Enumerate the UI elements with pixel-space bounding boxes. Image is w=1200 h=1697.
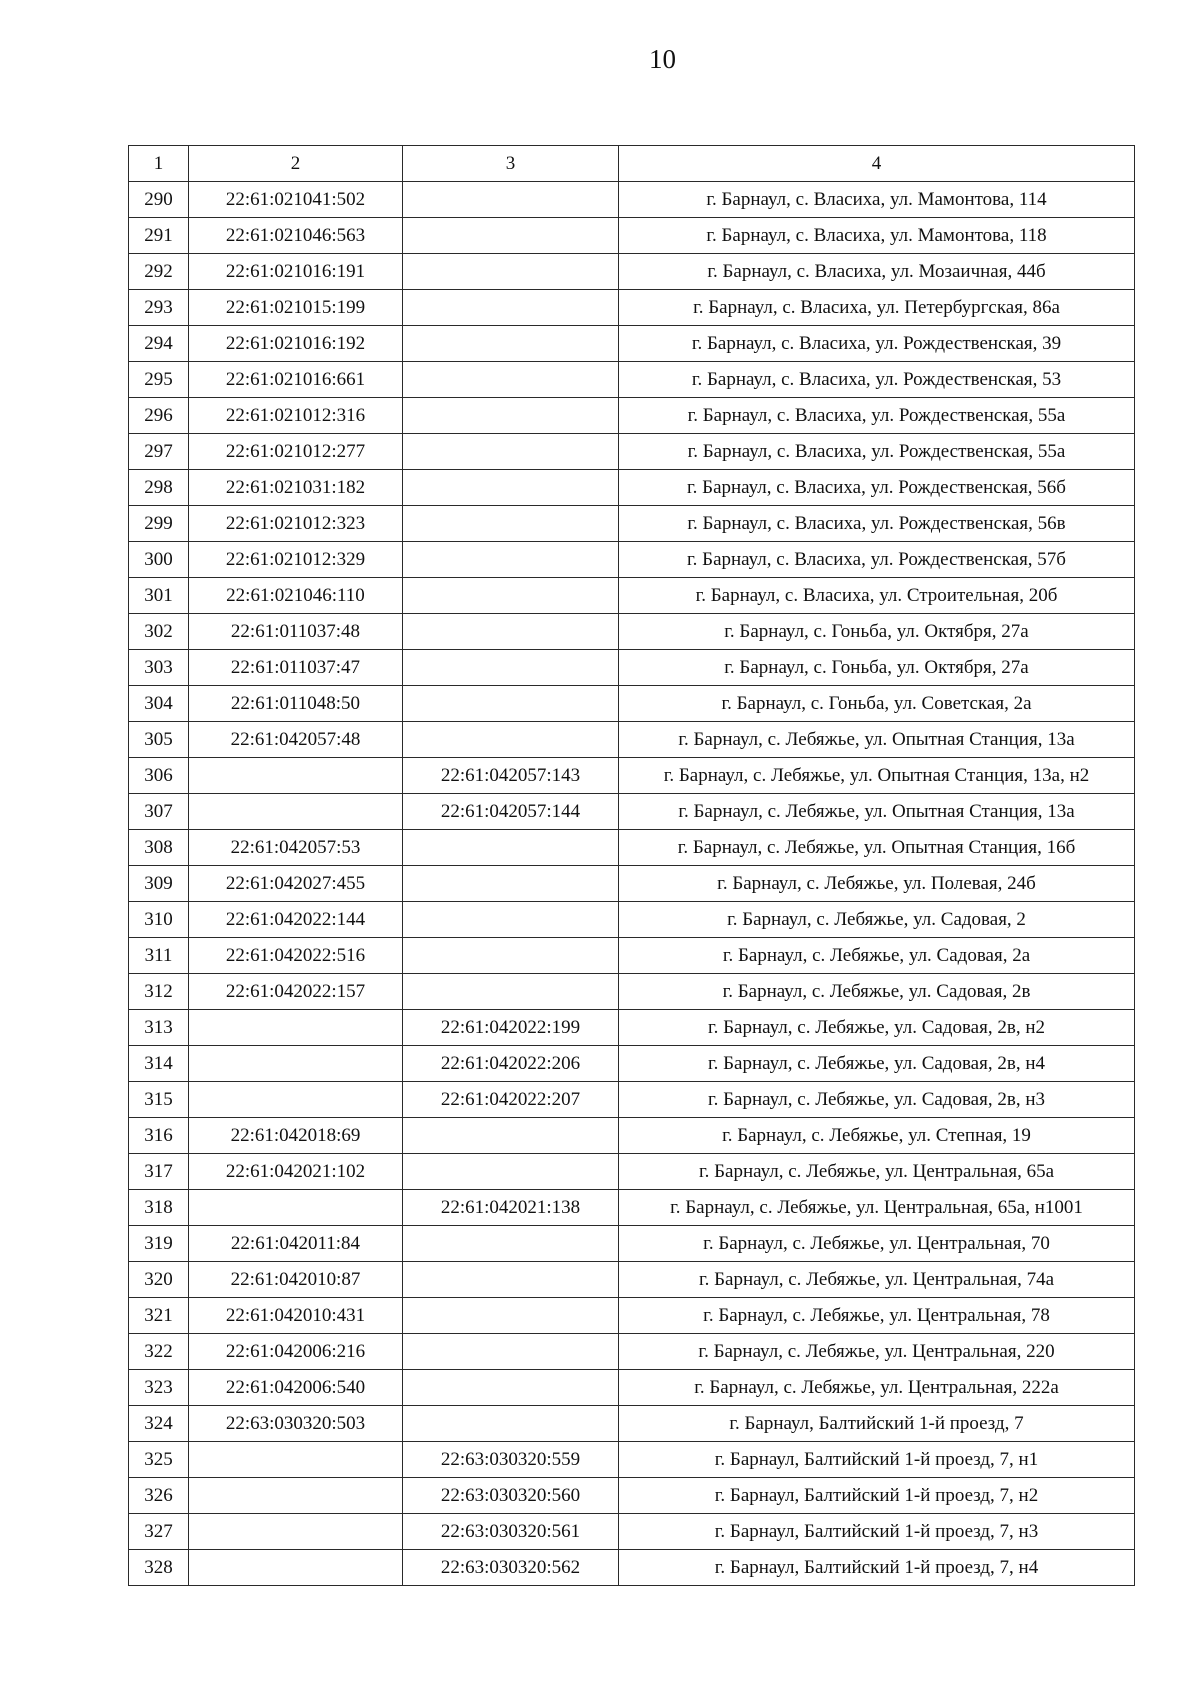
table-row: [129, 902, 1135, 938]
address-cell: г. Барнаул, с. Власиха, ул. Рождественская, 55а: [619, 398, 1135, 434]
row-number-cell: 324: [129, 1406, 189, 1442]
table-row: [129, 1298, 1135, 1334]
address-cell: г. Барнаул, с. Лебяжье, ул. Садовая, 2в, н3: [619, 1082, 1135, 1118]
column-header: 2: [189, 146, 403, 182]
parcel-number-cell: 22:61:042011:84: [189, 1226, 403, 1262]
table-row: [129, 758, 1135, 794]
parcel-number-cell: [189, 1082, 403, 1118]
address-cell: г. Барнаул, с. Лебяжье, ул. Центральная, 220: [619, 1334, 1135, 1370]
address-cell: г. Барнаул, с. Гоньба, ул. Советская, 2а: [619, 686, 1135, 722]
parcel-number-cell: 22:61:042021:102: [189, 1154, 403, 1190]
object-number-cell: [403, 470, 619, 506]
parcel-number-cell: 22:61:042022:516: [189, 938, 403, 974]
object-number-cell: [403, 722, 619, 758]
table-row: [129, 290, 1135, 326]
row-number-cell: 297: [129, 434, 189, 470]
row-number-cell: 326: [129, 1478, 189, 1514]
table-row: [129, 434, 1135, 470]
address-cell: г. Барнаул, с. Лебяжье, ул. Полевая, 24б: [619, 866, 1135, 902]
table-row: [129, 578, 1135, 614]
row-number-cell: 290: [129, 182, 189, 218]
row-number-cell: 320: [129, 1262, 189, 1298]
object-number-cell: [403, 542, 619, 578]
object-number-cell: [403, 1370, 619, 1406]
parcel-number-cell: 22:61:042057:53: [189, 830, 403, 866]
address-cell: г. Барнаул, с. Лебяжье, ул. Опытная Станция, 16б: [619, 830, 1135, 866]
table-row: [129, 1010, 1135, 1046]
table-row: [129, 1334, 1135, 1370]
row-number-cell: 306: [129, 758, 189, 794]
table-row: [129, 1262, 1135, 1298]
row-number-cell: 294: [129, 326, 189, 362]
table-row: [129, 1406, 1135, 1442]
row-number-cell: 321: [129, 1298, 189, 1334]
column-header: 4: [619, 146, 1135, 182]
address-cell: г. Барнаул, с. Власиха, ул. Мозаичная, 44б: [619, 254, 1135, 290]
object-number-cell: 22:61:042022:206: [403, 1046, 619, 1082]
parcel-number-cell: [189, 1478, 403, 1514]
object-number-cell: [403, 974, 619, 1010]
object-number-cell: [403, 1334, 619, 1370]
row-number-cell: 303: [129, 650, 189, 686]
row-number-cell: 327: [129, 1514, 189, 1550]
address-cell: г. Барнаул, с. Лебяжье, ул. Центральная, 222а: [619, 1370, 1135, 1406]
row-number-cell: 298: [129, 470, 189, 506]
parcel-number-cell: [189, 1442, 403, 1478]
address-cell: г. Барнаул, с. Лебяжье, ул. Центральная, 78: [619, 1298, 1135, 1334]
object-number-cell: [403, 1262, 619, 1298]
address-cell: г. Барнаул, с. Власиха, ул. Мамонтова, 118: [619, 218, 1135, 254]
parcel-number-cell: 22:61:042010:87: [189, 1262, 403, 1298]
row-number-cell: 302: [129, 614, 189, 650]
parcel-number-cell: [189, 1514, 403, 1550]
table-row: [129, 830, 1135, 866]
address-cell: г. Барнаул, с. Власиха, ул. Мамонтова, 114: [619, 182, 1135, 218]
address-cell: г. Барнаул, Балтийский 1-й проезд, 7: [619, 1406, 1135, 1442]
object-number-cell: 22:63:030320:559: [403, 1442, 619, 1478]
row-number-cell: 317: [129, 1154, 189, 1190]
object-number-cell: 22:63:030320:560: [403, 1478, 619, 1514]
table-row: [129, 542, 1135, 578]
table-row: [129, 794, 1135, 830]
row-number-cell: 322: [129, 1334, 189, 1370]
parcel-number-cell: 22:61:021046:563: [189, 218, 403, 254]
table-row: [129, 506, 1135, 542]
parcel-number-cell: [189, 1010, 403, 1046]
table-row: [129, 650, 1135, 686]
table-row: [129, 1226, 1135, 1262]
row-number-cell: 315: [129, 1082, 189, 1118]
column-header: 1: [129, 146, 189, 182]
parcel-number-cell: 22:61:021012:316: [189, 398, 403, 434]
object-number-cell: [403, 1298, 619, 1334]
row-number-cell: 328: [129, 1550, 189, 1586]
parcel-number-cell: 22:61:011037:48: [189, 614, 403, 650]
parcel-number-cell: 22:61:021016:192: [189, 326, 403, 362]
row-number-cell: 305: [129, 722, 189, 758]
row-number-cell: 307: [129, 794, 189, 830]
object-number-cell: [403, 218, 619, 254]
parcel-number-cell: 22:61:042057:48: [189, 722, 403, 758]
object-number-cell: [403, 1154, 619, 1190]
table-row: [129, 866, 1135, 902]
address-cell: г. Барнаул, с. Лебяжье, ул. Садовая, 2в, н4: [619, 1046, 1135, 1082]
object-number-cell: [403, 290, 619, 326]
row-number-cell: 312: [129, 974, 189, 1010]
object-number-cell: [403, 650, 619, 686]
parcel-number-cell: 22:61:011037:47: [189, 650, 403, 686]
parcel-number-cell: 22:61:042022:144: [189, 902, 403, 938]
address-cell: г. Барнаул, с. Власиха, ул. Рождественская, 53: [619, 362, 1135, 398]
address-cell: г. Барнаул, с. Лебяжье, ул. Садовая, 2а: [619, 938, 1135, 974]
parcel-number-cell: 22:61:021041:502: [189, 182, 403, 218]
address-cell: г. Барнаул, с. Власиха, ул. Петербургская, 86а: [619, 290, 1135, 326]
parcel-number-cell: 22:63:030320:503: [189, 1406, 403, 1442]
object-number-cell: 22:61:042022:207: [403, 1082, 619, 1118]
parcel-number-cell: 22:61:011048:50: [189, 686, 403, 722]
table-row: [129, 1442, 1135, 1478]
object-number-cell: [403, 326, 619, 362]
row-number-cell: 300: [129, 542, 189, 578]
object-number-cell: 22:63:030320:561: [403, 1514, 619, 1550]
object-number-cell: [403, 830, 619, 866]
object-number-cell: 22:63:030320:562: [403, 1550, 619, 1586]
object-number-cell: [403, 902, 619, 938]
parcel-number-cell: 22:61:042018:69: [189, 1118, 403, 1154]
table-row: [129, 938, 1135, 974]
address-cell: г. Барнаул, с. Власиха, ул. Рождественская, 56в: [619, 506, 1135, 542]
object-number-cell: 22:61:042057:143: [403, 758, 619, 794]
object-number-cell: 22:61:042057:144: [403, 794, 619, 830]
row-number-cell: 291: [129, 218, 189, 254]
table-row: [129, 326, 1135, 362]
table-row: [129, 1118, 1135, 1154]
address-cell: г. Барнаул, с. Лебяжье, ул. Садовая, 2в: [619, 974, 1135, 1010]
object-number-cell: [403, 1406, 619, 1442]
row-number-cell: 323: [129, 1370, 189, 1406]
object-number-cell: [403, 614, 619, 650]
address-cell: г. Барнаул, с. Лебяжье, ул. Центральная, 74а: [619, 1262, 1135, 1298]
parcel-number-cell: 22:61:042022:157: [189, 974, 403, 1010]
row-number-cell: 325: [129, 1442, 189, 1478]
table-row: [129, 254, 1135, 290]
table-row: [129, 974, 1135, 1010]
address-cell: г. Барнаул, с. Лебяжье, ул. Садовая, 2: [619, 902, 1135, 938]
table-row: [129, 362, 1135, 398]
address-cell: г. Барнаул, с. Лебяжье, ул. Опытная Станция, 13а: [619, 722, 1135, 758]
address-cell: г. Барнаул, с. Власиха, ул. Строительная, 20б: [619, 578, 1135, 614]
table-row: [129, 182, 1135, 218]
parcel-number-cell: [189, 1046, 403, 1082]
object-number-cell: [403, 506, 619, 542]
table-row: [129, 1046, 1135, 1082]
parcel-number-cell: 22:61:042006:540: [189, 1370, 403, 1406]
table-row: [129, 614, 1135, 650]
address-cell: г. Барнаул, с. Лебяжье, ул. Центральная, 65а: [619, 1154, 1135, 1190]
table-header-row: [129, 146, 1135, 182]
address-cell: г. Барнаул, Балтийский 1-й проезд, 7, н3: [619, 1514, 1135, 1550]
registry-table: [128, 145, 1135, 1586]
table-row: [129, 686, 1135, 722]
address-cell: г. Барнаул, с. Лебяжье, ул. Опытная Станция, 13а, н2: [619, 758, 1135, 794]
object-number-cell: [403, 254, 619, 290]
address-cell: г. Барнаул, с. Власиха, ул. Рождественская, 55а: [619, 434, 1135, 470]
object-number-cell: 22:61:042022:199: [403, 1010, 619, 1046]
object-number-cell: [403, 182, 619, 218]
table-row: [129, 1082, 1135, 1118]
parcel-number-cell: 22:61:021012:323: [189, 506, 403, 542]
object-number-cell: [403, 938, 619, 974]
address-cell: г. Барнаул, с. Лебяжье, ул. Центральная, 65а, н1001: [619, 1190, 1135, 1226]
object-number-cell: 22:61:042021:138: [403, 1190, 619, 1226]
parcel-number-cell: 22:61:021016:661: [189, 362, 403, 398]
row-number-cell: 296: [129, 398, 189, 434]
parcel-number-cell: 22:61:042010:431: [189, 1298, 403, 1334]
address-cell: г. Барнаул, Балтийский 1-й проезд, 7, н4: [619, 1550, 1135, 1586]
table-row: [129, 1154, 1135, 1190]
parcel-number-cell: 22:61:021016:191: [189, 254, 403, 290]
row-number-cell: 311: [129, 938, 189, 974]
table-row: [129, 1190, 1135, 1226]
table-row: [129, 470, 1135, 506]
object-number-cell: [403, 398, 619, 434]
parcel-number-cell: 22:61:021015:199: [189, 290, 403, 326]
object-number-cell: [403, 686, 619, 722]
row-number-cell: 304: [129, 686, 189, 722]
row-number-cell: 314: [129, 1046, 189, 1082]
object-number-cell: [403, 1118, 619, 1154]
object-number-cell: [403, 362, 619, 398]
table-row: [129, 1514, 1135, 1550]
table-row: [129, 1370, 1135, 1406]
address-cell: г. Барнаул, с. Гоньба, ул. Октября, 27а: [619, 650, 1135, 686]
row-number-cell: 318: [129, 1190, 189, 1226]
parcel-number-cell: 22:61:021046:110: [189, 578, 403, 614]
parcel-number-cell: 22:61:021031:182: [189, 470, 403, 506]
table-row: [129, 218, 1135, 254]
address-cell: г. Барнаул, с. Власиха, ул. Рождественская, 39: [619, 326, 1135, 362]
row-number-cell: 316: [129, 1118, 189, 1154]
row-number-cell: 313: [129, 1010, 189, 1046]
parcel-number-cell: [189, 1190, 403, 1226]
table-row: [129, 722, 1135, 758]
row-number-cell: 295: [129, 362, 189, 398]
row-number-cell: 292: [129, 254, 189, 290]
page-number: 10: [649, 44, 676, 74]
address-cell: г. Барнаул, Балтийский 1-й проезд, 7, н2: [619, 1478, 1135, 1514]
address-cell: г. Барнаул, с. Лебяжье, ул. Садовая, 2в, н2: [619, 1010, 1135, 1046]
table-row: [129, 398, 1135, 434]
row-number-cell: 293: [129, 290, 189, 326]
parcel-number-cell: 22:61:042006:216: [189, 1334, 403, 1370]
address-cell: г. Барнаул, с. Власиха, ул. Рождественская, 57б: [619, 542, 1135, 578]
address-cell: г. Барнаул, с. Лебяжье, ул. Опытная Станция, 13а: [619, 794, 1135, 830]
row-number-cell: 308: [129, 830, 189, 866]
parcel-number-cell: [189, 758, 403, 794]
address-cell: г. Барнаул, с. Гоньба, ул. Октября, 27а: [619, 614, 1135, 650]
parcel-number-cell: 22:61:042027:455: [189, 866, 403, 902]
row-number-cell: 309: [129, 866, 189, 902]
parcel-number-cell: 22:61:021012:277: [189, 434, 403, 470]
parcel-number-cell: 22:61:021012:329: [189, 542, 403, 578]
address-cell: г. Барнаул, с. Власиха, ул. Рождественская, 56б: [619, 470, 1135, 506]
address-cell: г. Барнаул, с. Лебяжье, ул. Степная, 19: [619, 1118, 1135, 1154]
row-number-cell: 310: [129, 902, 189, 938]
table-row: [129, 1550, 1135, 1586]
object-number-cell: [403, 866, 619, 902]
parcel-number-cell: [189, 794, 403, 830]
row-number-cell: 299: [129, 506, 189, 542]
row-number-cell: 319: [129, 1226, 189, 1262]
column-header: 3: [403, 146, 619, 182]
row-number-cell: 301: [129, 578, 189, 614]
address-cell: г. Барнаул, Балтийский 1-й проезд, 7, н1: [619, 1442, 1135, 1478]
table-row: [129, 1478, 1135, 1514]
object-number-cell: [403, 1226, 619, 1262]
parcel-number-cell: [189, 1550, 403, 1586]
object-number-cell: [403, 434, 619, 470]
address-cell: г. Барнаул, с. Лебяжье, ул. Центральная, 70: [619, 1226, 1135, 1262]
object-number-cell: [403, 578, 619, 614]
